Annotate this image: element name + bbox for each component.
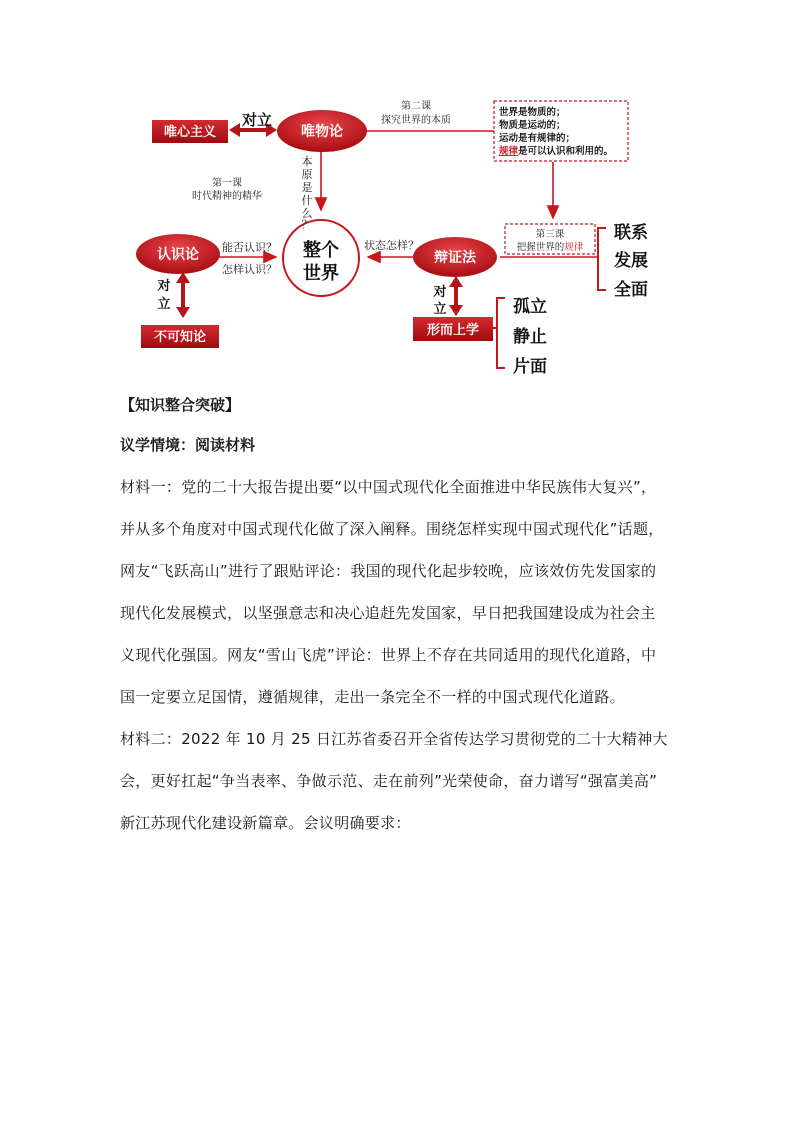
paragraph-line: 新江苏现代化建设新篇章。会议明确要求： xyxy=(120,814,411,832)
svg-text:么: 么 xyxy=(301,207,313,220)
idealism-label: 唯心主义 xyxy=(163,125,217,140)
origin-question xyxy=(302,154,313,231)
lesson3-line2-a: 把握世界的 xyxy=(516,242,565,253)
metaphysic-term-2: 静止 xyxy=(513,327,547,347)
materialism-label: 唯物论 xyxy=(301,124,343,140)
svg-text:什: 什 xyxy=(301,194,313,207)
lesson3-line2-b: 规律 xyxy=(564,242,584,253)
dialectic-term-1: 联系 xyxy=(614,223,648,243)
oppose-v1-left: 对 xyxy=(157,279,171,294)
matter-line4-rest: 是可以认识和利用的。 xyxy=(518,146,614,157)
paragraph-line: 材料一：党的二十大报告提出要“以中国式现代化全面推进中华民族伟大复兴”， xyxy=(120,478,657,496)
dialectic-term-3: 全面 xyxy=(614,280,648,300)
agnosticism-label: 不可知论 xyxy=(153,330,207,345)
world-line1: 整个 xyxy=(303,240,339,261)
matter-line4 xyxy=(498,145,613,157)
oppose-v2-left: 立 xyxy=(157,297,171,312)
oppose-v1-right: 对 xyxy=(433,285,447,300)
paragraph-line: 会，更好扛起“争当表率、争做示范、走在前列”光荣使命，奋力谱写“强富美高” xyxy=(120,772,658,790)
dialectics-label: 辩证法 xyxy=(434,250,476,266)
section-heading: 【知识整合突破】 xyxy=(120,396,241,414)
matter-line2: 物质是运动的； xyxy=(499,120,566,131)
metaphysic-term-3: 片面 xyxy=(513,357,547,377)
matter-line1: 世界是物质的； xyxy=(499,107,566,118)
matter-line3: 运动是有规律的； xyxy=(499,133,576,144)
context-heading: 议学情境：阅读材料 xyxy=(120,436,256,454)
paragraph-line: 国一定要立足国情，遵循规律，走出一条完全不一样的中国式现代化道路。 xyxy=(120,688,625,706)
svg-text:原: 原 xyxy=(301,168,313,181)
paragraph-line: 现代化发展模式，以坚强意志和决心追赶先发国家，早日把我国建设成为社会主 xyxy=(120,604,656,622)
how-know-label: 怎样认识？ xyxy=(222,263,277,276)
bracket-dialectics xyxy=(598,228,606,290)
metaphysics-label: 形而上学 xyxy=(426,323,480,338)
world-line2: 世界 xyxy=(303,263,339,284)
dialectic-term-2: 发展 xyxy=(614,251,648,271)
oppose-label-top: 对立 xyxy=(241,111,273,129)
lesson2-line2: 探究世界的本质 xyxy=(381,115,451,126)
paragraph-line: 义现代化强国。网友“雪山飞虎”评论：世界上不存在共同适用的现代化道路，中 xyxy=(120,646,657,664)
knowledge-diagram xyxy=(0,0,794,385)
svg-text:是: 是 xyxy=(301,181,313,194)
double-arrow-dialectics xyxy=(449,276,463,316)
lesson2-line1: 第二课 xyxy=(401,101,431,112)
lesson3-line2 xyxy=(517,241,584,253)
what-state-label: 状态怎样？ xyxy=(364,239,419,252)
lesson3-line1: 第三课 xyxy=(535,229,565,240)
epistemology-label: 认识论 xyxy=(157,247,199,263)
paragraph-line: 并从多个角度对中国式现代化做了深入阐释。围绕怎样实现中国式现代化”话题， xyxy=(120,520,664,538)
svg-text:本: 本 xyxy=(301,155,313,168)
bracket-metaphysics xyxy=(497,298,505,368)
paragraph-line: 材料二：2022 年 10 月 25 日江苏省委召开全省传达学习贯彻党的二十大精神大 xyxy=(120,730,668,748)
lesson1-line2: 时代精神的精华 xyxy=(192,191,262,202)
can-know-label: 能否认识？ xyxy=(222,241,277,254)
oppose-v2-right: 立 xyxy=(433,302,447,317)
svg-text:？: ？ xyxy=(301,218,313,231)
metaphysic-term-1: 孤立 xyxy=(513,297,547,317)
lesson1-line1: 第一课 xyxy=(212,178,242,189)
double-arrow-epistemology xyxy=(176,272,190,318)
matter-line4-highlight: 规律 xyxy=(499,146,519,157)
paragraph-line: 网友“飞跃高山”进行了跟贴评论：我国的现代化起步较晚，应该效仿先发国家的 xyxy=(120,562,657,580)
